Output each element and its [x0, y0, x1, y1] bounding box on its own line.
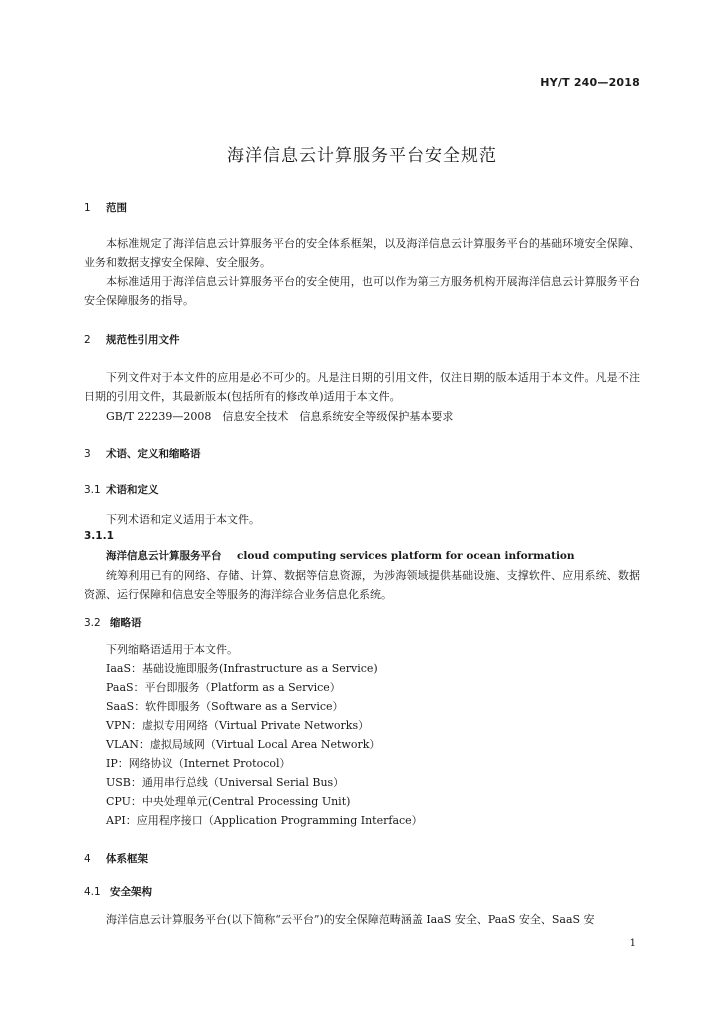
section-title: 规范性引用文件: [106, 334, 180, 346]
abbreviation-item: VLAN：虚拟局域网（Virtual Local Area Network）: [106, 738, 381, 751]
section-4-1-heading: [84, 884, 152, 899]
abbreviation-item: SaaS：软件即服务（Software as a Service）: [106, 700, 344, 713]
term-chinese: 海洋信息云计算服务平台: [106, 550, 222, 562]
paragraph: 本标准适用于海洋信息云计算服务平台的安全使用，也可以作为第三方服务机构开展海洋信息云计算服务平台安全保障服务的指导。: [84, 275, 640, 307]
section-number: 2: [84, 334, 91, 346]
paragraph: 海洋信息云计算服务平台(以下简称“云平台”)的安全保障范畴涵盖 IaaS 安全、PaaS 安全、SaaS 安: [106, 913, 595, 926]
section-title: 术语和定义: [106, 484, 159, 496]
section-title: 术语、定义和缩略语: [106, 448, 201, 460]
section-2-heading: [84, 332, 180, 347]
abbreviation-item: CPU：中央处理单元(Central Processing Unit): [106, 795, 351, 808]
section-number: 3.1: [84, 484, 101, 496]
abbreviation-item: IaaS：基础设施即服务(Infrastructure as a Service): [106, 662, 378, 675]
paragraph: 下列文件对于本文件的应用是必不可少的。凡是注日期的引用文件，仅注日期的版本适用于本文件。凡是不注日期的引用文件，其最新版本(包括所有的修改单)适用于本文件。: [84, 371, 640, 403]
page-number: 1: [629, 938, 636, 949]
abbreviation-item: VPN：虚拟专用网络（Virtual Private Networks）: [106, 719, 370, 732]
section-4-heading: [84, 851, 148, 866]
section-title: 缩略语: [110, 617, 142, 629]
section-3-2-heading: [84, 615, 142, 630]
section-number: 4.1: [84, 886, 101, 898]
paragraph: 本标准规定了海洋信息云计算服务平台的安全体系框架，以及海洋信息云计算服务平台的基础环境安全保障、业务和数据支撑安全保障、安全服务。: [84, 237, 640, 269]
section-number: 4: [84, 853, 91, 865]
term-entry: [106, 548, 575, 563]
section-number: 3.2: [84, 617, 101, 629]
section-title: 体系框架: [106, 853, 148, 865]
document-title: 海洋信息云计算服务平台安全规范: [227, 146, 497, 166]
section-number: 1: [84, 202, 91, 214]
abbreviation-item: PaaS：平台即服务（Platform as a Service）: [106, 681, 341, 694]
normative-reference: GB/T 22239—2008 信息安全技术 信息系统安全等级保护基本要求: [106, 410, 454, 423]
section-title: 安全架构: [110, 886, 152, 898]
paragraph: 下列缩略语适用于本文件。: [106, 643, 238, 656]
standard-number: HY/T 240—2018: [540, 76, 640, 89]
section-3-1-heading: [84, 482, 159, 497]
term-english: cloud computing services platform for ocean information: [237, 550, 575, 562]
paragraph: 下列术语和定义适用于本文件。: [106, 513, 260, 526]
abbreviation-item: API：应用程序接口（Application Programming Interface）: [106, 814, 423, 827]
clause-3-1-1-number: [84, 530, 114, 542]
abbreviation-item: USB：通用串行总线（Universal Serial Bus）: [106, 776, 345, 789]
section-title: 范围: [106, 202, 127, 214]
section-1-heading: [84, 200, 127, 215]
section-number: 3: [84, 448, 91, 460]
abbreviation-item: IP：网络协议（Internet Protocol）: [106, 757, 291, 770]
clause-number: 3.1.1: [84, 530, 114, 542]
term-definition: 统筹利用已有的网络、存储、计算、数据等信息资源，为涉海领域提供基础设施、支撑软件、应用系统、数据资源、运行保障和信息安全等服务的海洋综合业务信息化系统。: [84, 569, 640, 601]
section-3-heading: [84, 446, 201, 461]
